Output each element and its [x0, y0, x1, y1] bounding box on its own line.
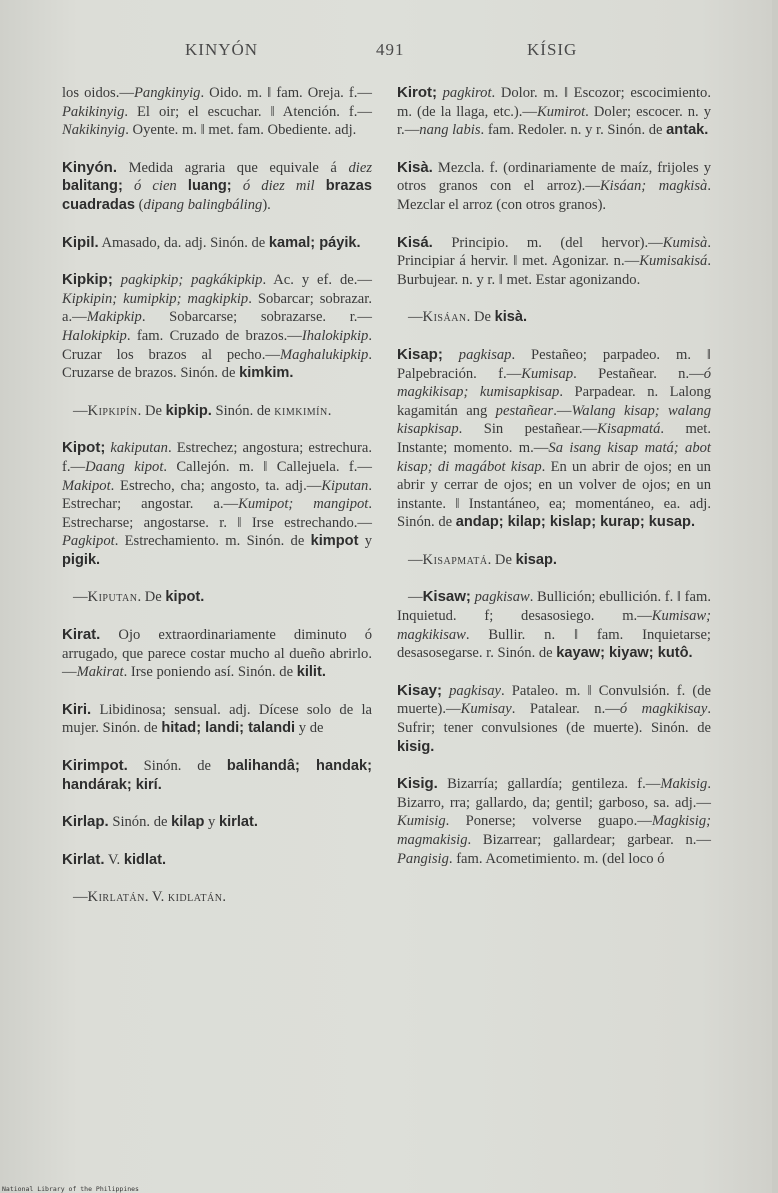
left-dictionary-entry: Kirlat. V. kidlat. [62, 850, 167, 868]
left-dictionary-entry: Kirimpot. Sinón. de balihandâ; handak; handárak; kirí. [62, 757, 372, 793]
header-left-word: KINYÓN [185, 40, 259, 59]
left-column [62, 84, 372, 926]
left-dictionary-entry: Kiri. Libidinosa; sensual. adj. Dícese solo de la mujer. Sinón. de hitad; landi; talandi y de [62, 700, 372, 737]
right-dictionary-entry: Kirot; pagkirot. Dolor. m. ‖ Escozor; escocimiento. m. (de la llaga, etc.).—Kumirot. Doler; escocer. n. y r.—nang labis. fam. Redoler. n. y r. Sinón. de antak. [397, 84, 712, 139]
left-dictionary-entry: Kipot; kakiputan. Estrechez; angostura; estrechura. f.—Daang kipot. Callejón. m. ‖ Callejuela. f.—Makipot. Estrecho, cha; angosto, ta. adj.—Kiputan. Estrechar; angostar. a.—Kumipot; mangipot. Estrecharse; angostarse. r. ‖ Irse estrechando.—Pagkipot. Estrechamiento. m. Sinón. de kimpot y pigik. [62, 439, 373, 568]
page-edge [772, 0, 778, 1193]
left-dictionary-entry: Kipil. Amasado, da. adj. Sinón. de kamal; páyik. [62, 233, 361, 251]
right-dictionary-entry: Kisap; pagkisap. Pestañeo; parpadeo. m. ‖ Palpebración. f.—Kumisap. Pestañear. n.—ó magkikisap; kumisapkisap. Parpadear. n. Lalong kagamitán ang pestañear.—Walang kisap; walang kisapkisap. Sin pestañear.—Kisapmatá. met. Instante; momento. m.—Sa isang kisap matá; abot kisap; di magábot kisap. En un abrir de ojos; en un abrir y cerrar de ojos; en un volver de ojos; en un instante. ‖ Instantáneo, ea; momentáneo, ea. adj. Sinón. de andap; kilap; kislap; kurap; kusap. [397, 345, 711, 531]
right-dictionary-entry: —Kisapmatá. De kisap. [397, 551, 557, 568]
left-dictionary-entry: los oidos.—Pangkinyig. Oido. m. ‖ fam. Oreja. f.—Pakikinyig. El oir; el escuchar. ‖ Atención. f.—Nakikinyig. Oyente. m. ‖ met. fam. Obediente. adj. [62, 85, 373, 139]
right-dictionary-entry: Kisá. Principio. m. (del hervor).—Kumisà. Principiar á hervir. ‖ met. Agonizar. n.—Kumisakisá. Burbujear. n. y r. ‖ met. Estar agonizando. [397, 233, 711, 288]
page-number: 491 [376, 40, 405, 59]
right-column [397, 84, 711, 887]
right-dictionary-entry: —Kisaw; pagkisaw. Bullición; ebullición. f. ‖ fam. Inquietud. f; desasosiego. m.—Kumisaw; magkikisaw. Bullir. n. ‖ fam. Inquietarse; desasosegarse. r. Sinón. de kayaw; kiyaw; kutô. [397, 588, 712, 662]
right-dictionary-entry: Kisay; pagkisay. Pataleo. m. ‖ Convulsión. f. (de muerte).—Kumisay. Patalear. n.—ó magkikisay. Sufrir; tener convulsiones (de muerte). Sinón. de kisig. [397, 681, 711, 755]
left-dictionary-entry: —Kirlatán. V. kidlatán. [62, 889, 227, 906]
left-dictionary-entry: Kipkip; pagkipkip; pagkákipkip. Ac. y ef. de.—Kipkipin; kumipkip; magkipkip. Sobarcar; sobrazar. a.—Makipkip. Sobarcarse; sobrazarse. r.—Halokipkip. fam. Cruzado de brazos.—Ihalokipkip. Cruzar los brazos al pecho.—Maghalukipkip. Cruzarse de brazos. Sinón. de kimkim. [62, 271, 372, 382]
right-dictionary-entry: Kisig. Bizarría; gallardía; gentileza. f.—Makisig. Bizarro, rra; gallardo, da; gentil; garboso, sa. adj.—Kumisig. Ponerse; volverse guapo.—Magkisig; magmakisig. Bizarrear; gallardear; garbear. n.—Pangisig. fam. Acometimiento. m. (del loco ó [397, 775, 711, 867]
left-dictionary-entry: Kirlap. Sinón. de kilap y kirlat. [62, 813, 258, 831]
right-dictionary-entry: Kisà. Mezcla. f. (ordinariamente de maíz, frijoles y otros granos con el arroz).—Kisáan; magkisà. Mezclar el arroz (con otros granos). [397, 158, 711, 213]
left-dictionary-entry: —Kiputan. De kipot. [62, 589, 205, 606]
right-dictionary-entry: —Kisáan. De kisà. [397, 309, 528, 326]
left-dictionary-entry: —Kipkipín. De kipkip. Sinón. de kimkimín. [62, 402, 332, 419]
left-dictionary-entry: Kirat. Ojo extraordinariamente diminuto ó arrugado, que parece costar mucho al dueño abrirlo.—Makirat. Irse poniendo así. Sinón. de kilit. [62, 626, 372, 681]
running-header [0, 40, 778, 64]
library-credit: National Library of the Philippines [2, 1185, 139, 1193]
header-right-word: KÍSIG [527, 40, 578, 59]
left-dictionary-entry: Kinyón. Medida agraria que equivale á diez balitang; ó cien luang; ó diez mil brazas cuadradas (dipang balingbáling). [62, 158, 372, 213]
